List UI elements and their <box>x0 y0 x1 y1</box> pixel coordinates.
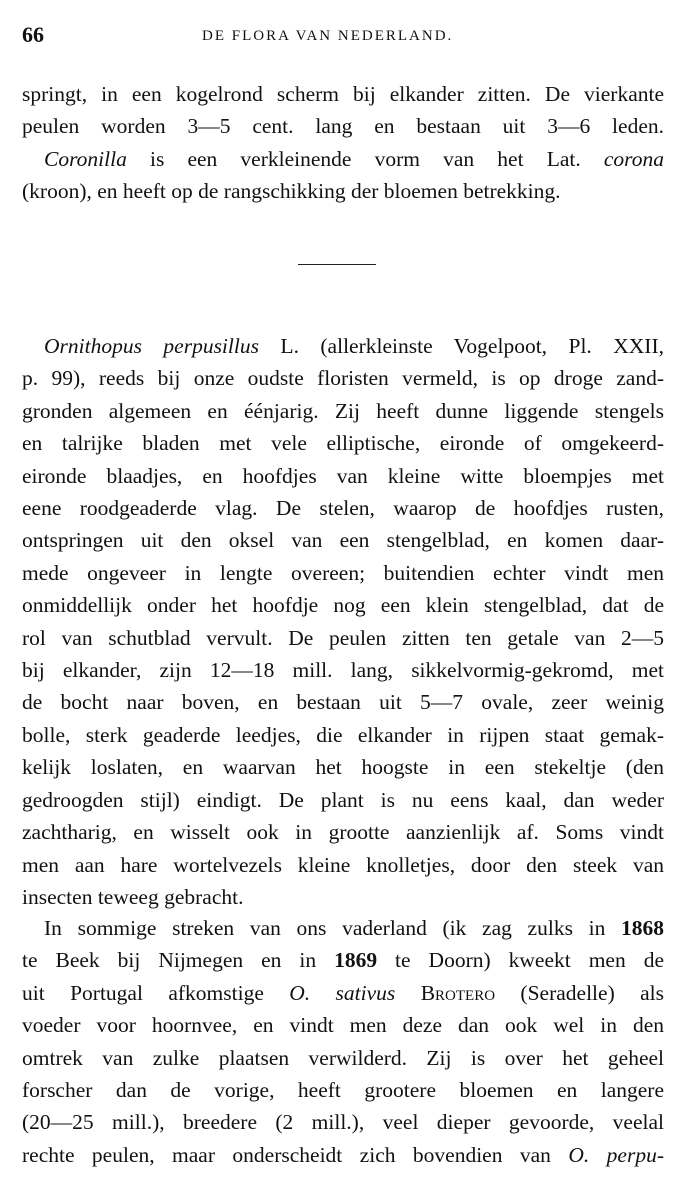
text-line: en talrijke bladen met vele elliptische, eironde of omgekeerd- <box>22 431 664 456</box>
page-number: 66 <box>22 22 44 47</box>
text-span: uit Portugal afkomstige <box>22 980 290 1005</box>
section-divider <box>298 264 376 265</box>
text-line: (20—25 mill.), breedere (2 mill.), veel dieper gevoorde, veelal <box>22 1110 664 1135</box>
text-line: voeder voor hoornvee, en vindt men deze dan ook wel in den <box>22 1013 664 1038</box>
text-line: zachtharig, en wisselt ook in grootte aanzienlijk af. Soms vindt <box>22 820 664 845</box>
text-line: men aan hare wortelvezels kleine knolletjes, door den steek van <box>22 852 664 877</box>
text-span: (Seradelle) als <box>495 980 665 1005</box>
text-span: te Beek bij Nijmegen en in <box>22 948 335 973</box>
text-line: rol van schutblad vervult. De peulen zitten ten getale van 2—5 <box>22 625 664 650</box>
paragraph-ornithopus-perpusillus <box>22 330 664 913</box>
text-line: ontspringen uit den oksel van een stengelblad, en komen daar- <box>22 528 664 553</box>
text-span: L. (allerkleinste Vogelpoot, Pl. XXII, <box>258 334 664 358</box>
text-line: gedroogden stijl) eindigt. De plant is nu eens kaal, dan weder <box>22 787 664 812</box>
text-line: omtrek van zulke plaatsen verwilderd. Zij is over het geheel <box>22 1045 664 1070</box>
text-line: eironde blaadjes, en hoofdjes van kleine witte bloempjes met <box>22 463 664 488</box>
text-line: mede ongeveer in lengte overeen; buitendien echter vindt men <box>22 560 664 585</box>
taxon-name: O. perpu- <box>568 1142 664 1167</box>
text-line: (kroon), en heeft op de rangschikking der bloemen betrekking. <box>22 179 561 204</box>
text-line <box>22 143 664 175</box>
running-head: DE FLORA VAN NEDERLAND. <box>202 28 454 44</box>
text-line <box>22 330 664 362</box>
text-line: p. 99), reeds bij onze oudste floristen vermeld, is op droge zand- <box>22 366 664 391</box>
taxon-name: Coronilla <box>44 146 127 171</box>
text-line: springt, in een kogelrond scherm bij elkander zitten. De vierkante <box>22 82 664 106</box>
text-line <box>22 977 664 1009</box>
text-line: gronden algemeen en éénjarig. Zij heeft dunne liggende stengels <box>22 398 664 423</box>
text-line: bij elkander, zijn 12—18 mill. lang, sikkelvormig-gekromd, met <box>22 658 664 683</box>
text-line: onmiddellijk onder het hoofdje nog een klein stengelblad, dat de <box>22 593 664 618</box>
author-name: Brotero <box>395 980 496 1005</box>
year: 1868 <box>621 916 664 940</box>
text-line: kelijk loslaten, en waarvan het hoogste in een stekeltje (den <box>22 755 664 780</box>
taxon-name: O. sativus <box>289 980 396 1005</box>
taxon-name: Ornithopus perpusillus <box>44 334 259 358</box>
text-span: rechte peulen, maar onderscheidt zich bovendien van <box>22 1142 569 1167</box>
text-line <box>22 944 664 976</box>
text-span: te Doorn) kweekt men de <box>377 948 664 973</box>
text-line: eene roodgeaderde vlag. De stelen, waarop de hoofdjes rusten, <box>22 496 664 521</box>
text-line: de bocht naar boven, en bestaan uit 5—7 ovale, zeer weinig <box>22 690 664 715</box>
text-line: bolle, sterk geaderde leedjes, die elkander in rijpen staat gemak- <box>22 722 664 747</box>
paragraph-ornithopus-sativus <box>22 912 664 1171</box>
text-line <box>22 912 664 944</box>
latin-word: corona <box>603 146 664 171</box>
text-line <box>22 1139 664 1171</box>
text-line: peulen worden 3—5 cent. lang en bestaan uit 3—6 leden. <box>22 114 664 139</box>
text-line: insecten teweeg gebracht. <box>22 884 244 909</box>
year: 1869 <box>334 948 378 973</box>
text-span: is een verkleinende vorm van het Lat. <box>126 146 604 171</box>
paragraph-coronilla-end <box>22 78 664 208</box>
text-span: In sommige streken van ons vaderland (ik zag zulks in <box>44 916 621 940</box>
text-line: forscher dan de vorige, heeft grootere bloemen en langere <box>22 1078 664 1103</box>
page-header <box>22 22 664 52</box>
